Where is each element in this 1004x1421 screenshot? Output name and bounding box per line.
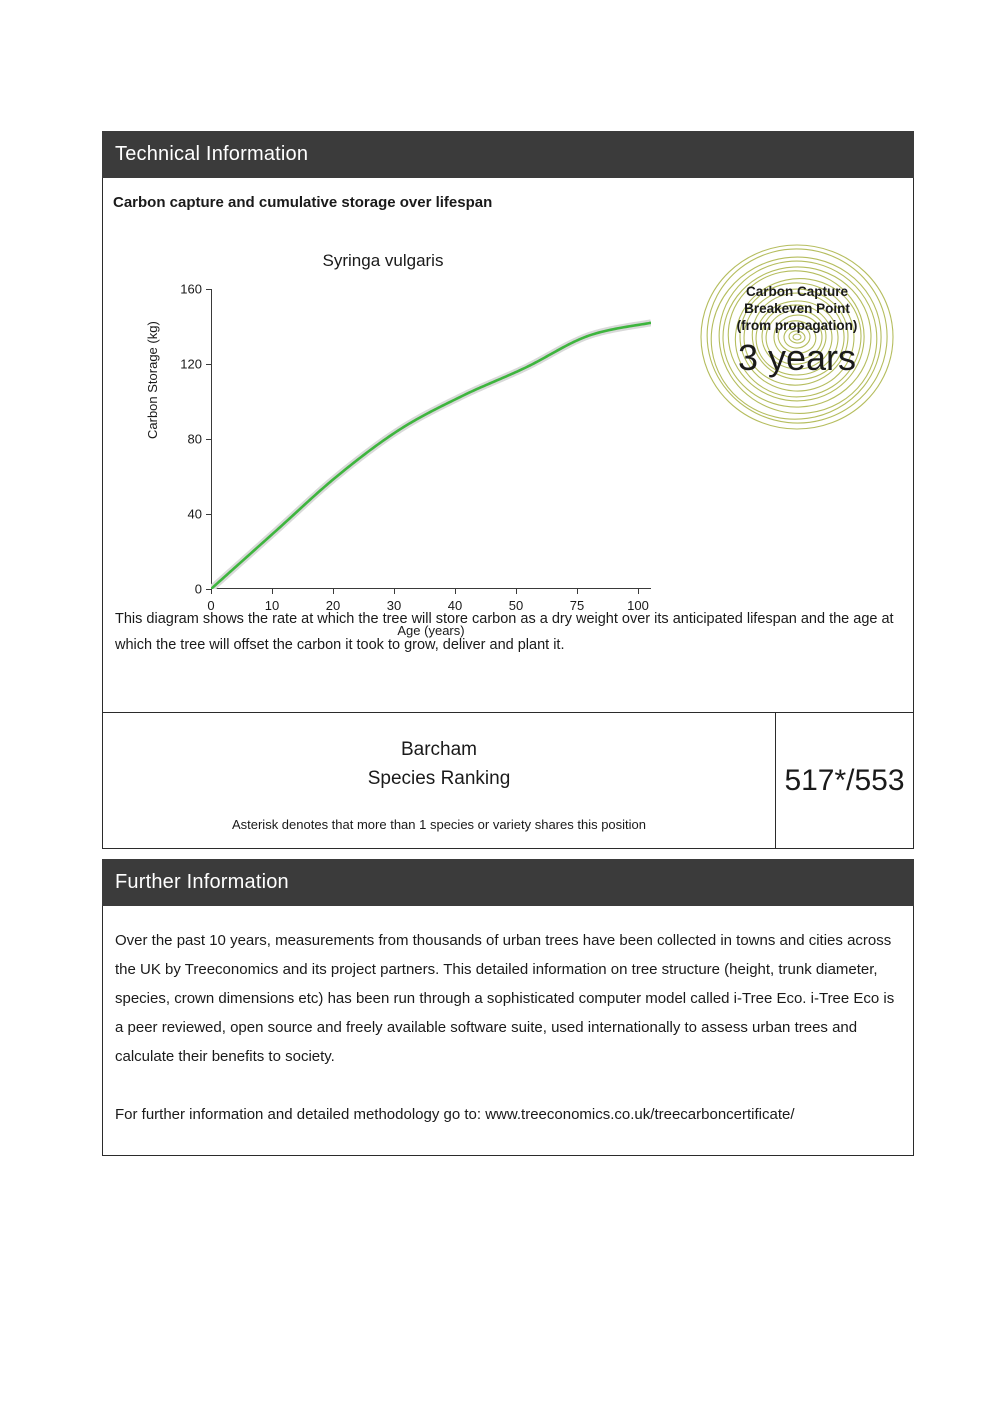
species-ranking-title	[103, 735, 775, 793]
chart-section-subtitle: Carbon capture and cumulative storage over lifespan	[113, 194, 493, 211]
x-tick-label: 40	[447, 598, 463, 613]
chart-plot-area	[180, 281, 651, 613]
badge-caption	[697, 283, 897, 334]
species-ranking-row	[102, 713, 914, 849]
badge-value: 3 years	[737, 337, 857, 378]
ranking-title-line2: Species Ranking	[367, 768, 511, 789]
y-tick-label: 80	[187, 431, 202, 447]
x-tick-mark	[577, 589, 578, 594]
technical-information-panel	[102, 178, 914, 713]
further-paragraph-1: Over the past 10 years, measurements from thousands of urban trees have been collected in towns and cities across the UK by Treeconomics and its project partners. This detailed information on tree structure (height, trunk diameter, species, crown dimensions etc) has been run through a sophisticated computer model called i-Tree Eco. i-Tree Eco is a peer reviewed, open source and freely available software suite, used internationally to assess urban trees and calculate their benefits to society.	[115, 932, 895, 1065]
y-tick-label: 40	[187, 506, 202, 522]
x-tick-label: 30	[386, 598, 402, 613]
x-tick-label: 50	[508, 598, 524, 613]
x-tick-mark	[516, 589, 517, 594]
x-tick-label: 10	[264, 598, 280, 613]
badge-caption-line1: Carbon Capture	[745, 284, 848, 299]
species-ranking-label-cell	[103, 713, 776, 848]
further-information-header: Further Information	[102, 859, 914, 906]
chart-caption: This diagram shows the rate at which the tree will store carbon as a dry weight over its anticipated lifespan and the age at which the tree will offset the carbon it took to grow, deliver and plant it.	[115, 611, 894, 653]
species-ranking-value: 517*/553	[784, 763, 905, 797]
ranking-title-line1: Barcham	[400, 739, 478, 760]
badge-caption-line3: (from propagation)	[736, 318, 858, 333]
y-tick-label: 0	[194, 581, 202, 597]
further-paragraph-2: For further information and detailed methodology go to: www.treeconomics.co.uk/treecarboncertificate/	[115, 1106, 795, 1123]
x-tick-label: 20	[325, 598, 341, 613]
carbon-storage-curve	[211, 289, 651, 589]
species-ranking-note: Asterisk denotes that more than 1 species or variety shares this position	[231, 817, 647, 832]
y-tick-label: 120	[180, 356, 202, 372]
chart-title: Syringa vulgaris	[322, 251, 444, 270]
x-tick-mark	[638, 589, 639, 594]
x-tick-mark	[394, 589, 395, 594]
badge-caption-line2: Breakeven Point	[744, 301, 850, 316]
x-tick-label: 0	[207, 598, 215, 613]
technical-information-header: Technical Information	[102, 131, 914, 178]
x-axis-label: Age (years)	[397, 623, 465, 638]
x-tick-mark	[211, 589, 212, 594]
y-axis-label: Carbon Storage (kg)	[145, 321, 160, 439]
document-body	[102, 131, 914, 1156]
x-tick-mark	[333, 589, 334, 594]
x-tick-label: 75	[569, 598, 585, 613]
x-tick-mark	[455, 589, 456, 594]
further-information-panel	[102, 906, 914, 1156]
x-tick-mark	[272, 589, 273, 594]
carbon-breakeven-badge	[697, 237, 897, 437]
y-tick-label: 160	[180, 281, 202, 297]
x-tick-label: 100	[627, 598, 649, 613]
